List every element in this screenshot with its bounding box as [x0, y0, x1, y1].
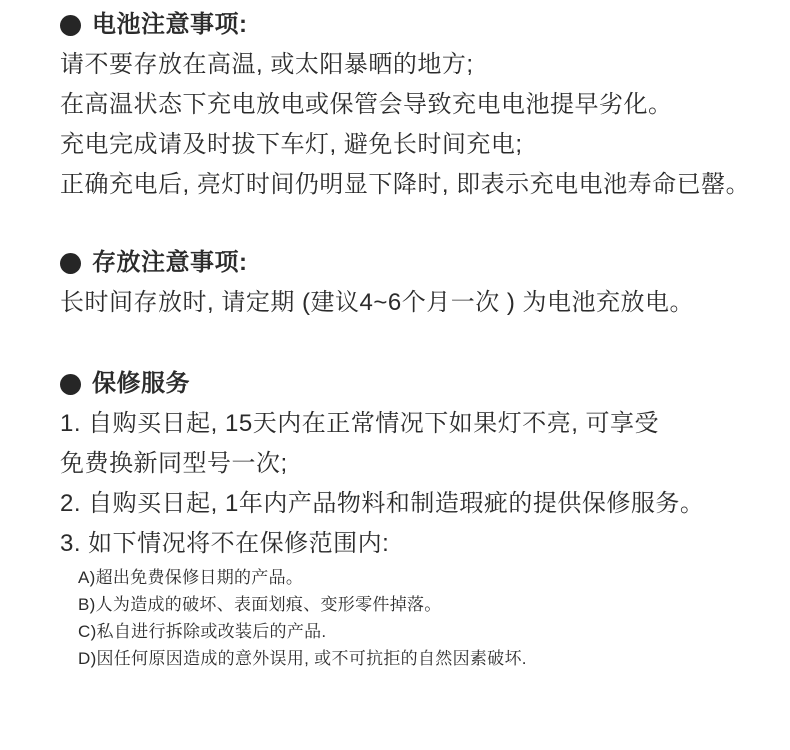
warranty-item: 免费换新同型号一次; — [60, 450, 288, 477]
storage-notes-heading — [60, 243, 760, 283]
section-warranty-service — [60, 364, 760, 672]
notice-line: 请不要存放在高温, 或太阳暴晒的地方; — [60, 51, 474, 78]
battery-notes-heading-label: 电池注意事项: — [92, 11, 248, 38]
notice-line: 长时间存放时, 请定期 (建议4~6个月一次 ) 为电池充放电。 — [60, 289, 695, 316]
battery-notes-heading — [60, 5, 760, 45]
exclusion-item: B)人为造成的破坏、表面划痕、变形零件掉落。 — [78, 595, 442, 614]
bullet-icon — [60, 374, 81, 395]
bullet-icon — [60, 15, 81, 36]
notice-line: 充电完成请及时拔下车灯, 避免长时间充电; — [60, 131, 523, 158]
section-storage-notes — [60, 243, 760, 323]
warranty-exclusion-list — [60, 564, 760, 672]
warranty-heading — [60, 364, 760, 404]
warranty-item: 2. 自购买日起, 1年内产品物料和制造瑕疵的提供保修服务。 — [60, 490, 705, 517]
bullet-icon — [60, 253, 81, 274]
exclusion-item: C)私自进行拆除或改装后的产品. — [78, 622, 327, 641]
exclusion-item: D)因任何原因造成的意外误用, 或不可抗拒的自然因素破坏. — [78, 649, 527, 668]
warranty-heading-label: 保修服务 — [92, 370, 190, 397]
warranty-item: 3. 如下情况将不在保修范围内: — [60, 530, 390, 557]
notice-line: 正确充电后, 亮灯时间仍明显下降时, 即表示充电电池寿命已罄。 — [60, 171, 751, 198]
exclusion-item: A)超出免费保修日期的产品。 — [78, 568, 304, 587]
storage-notes-heading-label: 存放注意事项: — [92, 249, 248, 276]
warranty-item: 1. 自购买日起, 15天内在正常情况下如果灯不亮, 可享受 — [60, 410, 660, 437]
notice-line: 在高温状态下充电放电或保管会导致充电电池提早劣化。 — [60, 91, 673, 118]
section-battery-notes — [60, 5, 760, 205]
